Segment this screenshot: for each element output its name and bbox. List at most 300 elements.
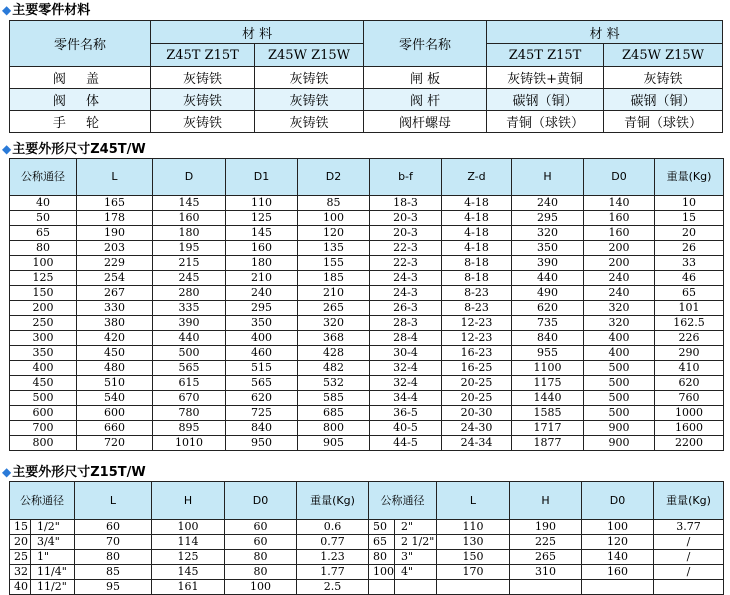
z15-header-cell: L [437,482,510,520]
z45-row [10,346,724,361]
z45-cell: 215 [153,256,226,271]
z45-cell: 50 [10,211,77,226]
section-title-z15: ◆主要外形尺寸Z15T/W [2,465,146,480]
z45-cell: 12-23 [442,331,512,346]
z45-cell: 390 [512,256,584,271]
z45-cell: 900 [584,436,655,451]
z45-cell: 500 [10,391,77,406]
z45-header-row [10,159,724,196]
z45-cell: 895 [153,421,226,436]
z45-cell: 245 [153,271,226,286]
z15-cell: 0.6 [297,520,369,535]
z45-header-cell: D [153,159,226,196]
z45-cell: 350 [512,241,584,256]
z45-cell: 440 [153,331,226,346]
z45-row [10,361,724,376]
z45-cell: 540 [77,391,153,406]
z15-cell: 114 [152,535,225,550]
z45-cell: 420 [77,331,153,346]
z45-cell: 615 [153,376,226,391]
z45-cell: 110 [226,196,298,211]
z45-cell: 24-3 [370,271,442,286]
z45-header-cell: L [77,159,153,196]
z45-cell: 300 [10,331,77,346]
z45-row [10,301,724,316]
z45-cell: 320 [298,316,370,331]
z45-cell: 150 [10,286,77,301]
z45-cell: 8-18 [442,271,512,286]
z45-cell: 450 [77,346,153,361]
z45-cell: 440 [512,271,584,286]
parts-cell-l-a: 灰铸铁 [151,111,255,133]
z15-cell: 0.77 [297,535,369,550]
z15-cell: 32 [10,565,31,580]
z15-header-cell: H [510,482,582,520]
z45-cell: 955 [512,346,584,361]
z45-cell: 34-4 [370,391,442,406]
z45-cell: 295 [512,211,584,226]
z45-cell: 280 [153,286,226,301]
z45-cell: 40 [10,196,77,211]
z45-cell: 1717 [512,421,584,436]
parts-cell-l-b: 灰铸铁 [255,89,364,111]
z15-cell [510,580,582,595]
z15-cell: 20 [10,535,31,550]
z45-cell: 226 [655,331,724,346]
z15-cell: / [654,550,724,565]
z45-cell: 4-18 [442,226,512,241]
z45-cell: 4-18 [442,241,512,256]
z15-header-cell: 公称通径 [10,482,75,520]
z45-cell: 1585 [512,406,584,421]
z45-cell: 240 [584,271,655,286]
z45-cell: 203 [77,241,153,256]
z45-cell: 2200 [655,436,724,451]
z45-cell: 240 [226,286,298,301]
section-title-z45: ◆主要外形尺寸Z45T/W [2,142,146,157]
z15-cell: 85 [75,565,152,580]
z15-cell: 120 [582,535,654,550]
z45-cell: 500 [584,376,655,391]
z45-cell: 180 [153,226,226,241]
z45-cell: 28-3 [370,316,442,331]
z45-header-cell: D0 [584,159,655,196]
z45-row [10,241,724,256]
z45-row [10,406,724,421]
z45-cell: 4-18 [442,196,512,211]
z45-cell: 120 [298,226,370,241]
z45-cell: 685 [298,406,370,421]
z15-header-cell: H [152,482,225,520]
z45-cell: 160 [584,226,655,241]
z45-cell: 600 [77,406,153,421]
z45-cell: 600 [10,406,77,421]
z45-header-cell: 公称通径 [10,159,77,196]
z45-header-cell: Z-d [442,159,512,196]
z45-cell: 8-23 [442,286,512,301]
z45-cell: 26-3 [370,301,442,316]
z15-cell: 80 [225,565,297,580]
z45-cell: 32-4 [370,361,442,376]
z45-cell: 500 [153,346,226,361]
parts-row [10,89,723,111]
z15-row [10,520,724,535]
z45-cell: 30-4 [370,346,442,361]
z45-cell: 200 [584,256,655,271]
z45-cell: 482 [298,361,370,376]
z45-cell: 85 [298,196,370,211]
z45-cell: 180 [226,256,298,271]
z15-cell: 3" [395,550,437,565]
parts-cell-l-name: 阀 盖 [10,67,151,89]
parts-cell-l-name: 阀 体 [10,89,151,111]
z45-cell: 500 [584,406,655,421]
z45-row [10,391,724,406]
diamond-bullet-icon: ◆ [2,465,12,479]
z45-cell: 1440 [512,391,584,406]
z45-cell: 720 [77,436,153,451]
part-name-header: 零件名称 [364,21,487,67]
z45-cell: 185 [298,271,370,286]
z15-cell: 65 [369,535,395,550]
z15-cell: 140 [582,550,654,565]
z15-row [10,535,724,550]
z45-cell: 16-23 [442,346,512,361]
z45-cell: 100 [298,211,370,226]
material-header: 材 料 [151,21,364,44]
z15-cell: 310 [510,565,582,580]
z45-cell: 380 [77,316,153,331]
z45-cell: 33 [655,256,724,271]
parts-cell-r-name: 阀杆螺母 [364,111,487,133]
z15-cell: 130 [437,535,510,550]
z45-cell: 22-3 [370,256,442,271]
z45-cell: 500 [584,391,655,406]
z45-cell: 390 [153,316,226,331]
z45-cell: 1100 [512,361,584,376]
z45-header-cell: D2 [298,159,370,196]
z45-cell: 400 [584,346,655,361]
parts-cell-l-b: 灰铸铁 [255,67,364,89]
z15-cell: 60 [225,520,297,535]
parts-cell-l-name: 手 轮 [10,111,151,133]
z45-cell: 480 [77,361,153,376]
z45-cell: 15 [655,211,724,226]
z15-cell [395,580,437,595]
z15-cell: 1.23 [297,550,369,565]
z45-cell: 1877 [512,436,584,451]
z15-cell: 170 [437,565,510,580]
z15-cell: 3.77 [654,520,724,535]
z45-cell: 24-3 [370,286,442,301]
z45-cell: 840 [512,331,584,346]
z45-cell: 165 [77,196,153,211]
z15-header-cell: 重量(Kg) [297,482,369,520]
parts-cell-r-a: 青铜（球铁） [487,111,604,133]
z15-cell: 11/4" [31,565,75,580]
z45-cell: 240 [584,286,655,301]
z15-header-row [10,482,724,520]
parts-cell-l-b: 灰铸铁 [255,111,364,133]
z45-cell: 1000 [655,406,724,421]
z15-cell: 25 [10,550,31,565]
z45-cell: 670 [153,391,226,406]
z45-cell: 265 [298,301,370,316]
z45-cell: 135 [298,241,370,256]
z15-header-cell: L [75,482,152,520]
z15-cell: 80 [225,550,297,565]
z45-cell: 26 [655,241,724,256]
z45-cell: 16-25 [442,361,512,376]
parts-row [10,111,723,133]
z45-cell: 65 [10,226,77,241]
z15-cell: 160 [582,565,654,580]
z45-cell: 190 [77,226,153,241]
z45-cell: 950 [226,436,298,451]
z45-cell: 500 [584,361,655,376]
z45-cell: 410 [655,361,724,376]
z15-cell [369,580,395,595]
z15-row [10,550,724,565]
z45-cell: 24-30 [442,421,512,436]
z15-dimension-table [9,481,724,595]
z45-row [10,226,724,241]
z45-cell: 200 [10,301,77,316]
z45-cell: 8-23 [442,301,512,316]
z45-cell: 585 [298,391,370,406]
z15-cell: 145 [152,565,225,580]
z45-cell: 65 [655,286,724,301]
z45-cell: 267 [77,286,153,301]
z45-cell: 178 [77,211,153,226]
z45-cell: 20-3 [370,211,442,226]
z45-cell: 210 [298,286,370,301]
parts-cell-r-name: 阀 杆 [364,89,487,111]
z15-cell: 190 [510,520,582,535]
z15-cell: 80 [369,550,395,565]
z45-cell: 40-5 [370,421,442,436]
parts-cell-r-b: 灰铸铁 [604,67,723,89]
z45-cell: 20-25 [442,391,512,406]
z45-cell: 330 [77,301,153,316]
z45-cell: 905 [298,436,370,451]
z45-cell: 20 [655,226,724,241]
z45-cell: 28-4 [370,331,442,346]
z45-row [10,316,724,331]
z45-cell: 46 [655,271,724,286]
z15-cell: 60 [75,520,152,535]
z45-cell: 254 [77,271,153,286]
z15-cell: 1/2" [31,520,75,535]
parts-row [10,67,723,89]
z45-cell: 620 [226,391,298,406]
z45-cell: 800 [298,421,370,436]
z45-row [10,211,724,226]
z15-cell: 80 [75,550,152,565]
z45-cell: 320 [512,226,584,241]
z15-cell: / [654,535,724,550]
z15-cell: 2 1/2" [395,535,437,550]
z15-cell: 4" [395,565,437,580]
z15-cell: 1.77 [297,565,369,580]
part-name-header: 零件名称 [10,21,151,67]
z45-header-cell: 重量(Kg) [655,159,724,196]
z15-cell [582,580,654,595]
z45-cell: 460 [226,346,298,361]
z45-cell: 565 [153,361,226,376]
material-col-b: Z45W Z15W [255,44,364,67]
z45-dimension-table [9,158,724,451]
z15-cell: 50 [369,520,395,535]
z45-cell: 725 [226,406,298,421]
z45-cell: 160 [153,211,226,226]
z15-cell: 70 [75,535,152,550]
z45-cell: 565 [226,376,298,391]
z45-cell: 155 [298,256,370,271]
z15-cell [437,580,510,595]
z15-cell: 150 [437,550,510,565]
parts-cell-r-a: 碳钢（铜） [487,89,604,111]
z45-cell: 800 [10,436,77,451]
z15-cell: 110 [437,520,510,535]
z15-row [10,580,724,595]
z45-header-cell: D1 [226,159,298,196]
z45-cell: 195 [153,241,226,256]
z45-cell: 229 [77,256,153,271]
z45-cell: 8-18 [442,256,512,271]
z45-cell: 532 [298,376,370,391]
z45-cell: 22-3 [370,241,442,256]
z45-cell: 510 [77,376,153,391]
z15-header-cell: D0 [582,482,654,520]
z45-cell: 840 [226,421,298,436]
z45-row [10,376,724,391]
z45-cell: 100 [10,256,77,271]
z45-cell: 160 [226,241,298,256]
z45-cell: 1600 [655,421,724,436]
z45-cell: 160 [584,211,655,226]
z45-header-cell: H [512,159,584,196]
z45-cell: 620 [512,301,584,316]
z45-row [10,256,724,271]
z45-cell: 125 [10,271,77,286]
z45-cell: 320 [584,316,655,331]
z45-cell: 660 [77,421,153,436]
z15-cell: 60 [225,535,297,550]
z45-cell: 145 [226,226,298,241]
z45-cell: 20-25 [442,376,512,391]
z15-cell: 100 [225,580,297,595]
z45-cell: 290 [655,346,724,361]
z15-cell: 11/2" [31,580,75,595]
material-col-b: Z45W Z15W [604,44,723,67]
z15-cell: 40 [10,580,31,595]
z15-cell: / [654,565,724,580]
z15-header-cell: 重量(Kg) [654,482,724,520]
z15-header-cell: 公称通径 [369,482,437,520]
parts-cell-l-a: 灰铸铁 [151,89,255,111]
z15-cell: 161 [152,580,225,595]
z45-cell: 620 [655,376,724,391]
z15-cell: 95 [75,580,152,595]
z15-cell: 1" [31,550,75,565]
z45-cell: 1010 [153,436,226,451]
material-col-a: Z45T Z15T [487,44,604,67]
z15-cell: 2.5 [297,580,369,595]
z45-cell: 400 [584,331,655,346]
z45-cell: 240 [512,196,584,211]
z45-cell: 320 [584,301,655,316]
material-header: 材 料 [487,21,723,44]
z45-cell: 700 [10,421,77,436]
z45-cell: 368 [298,331,370,346]
z45-cell: 210 [226,271,298,286]
parts-cell-r-name: 闸 板 [364,67,487,89]
z45-cell: 80 [10,241,77,256]
z15-row [10,565,724,580]
z45-cell: 760 [655,391,724,406]
z15-cell: 265 [510,550,582,565]
z45-cell: 44-5 [370,436,442,451]
z45-row [10,421,724,436]
z45-cell: 200 [584,241,655,256]
material-col-a: Z45T Z15T [151,44,255,67]
z45-row [10,331,724,346]
z45-cell: 515 [226,361,298,376]
z15-cell [654,580,724,595]
z45-cell: 20-30 [442,406,512,421]
z45-cell: 450 [10,376,77,391]
z45-cell: 295 [226,301,298,316]
z45-cell: 350 [10,346,77,361]
z15-header-cell: D0 [225,482,297,520]
z45-row [10,271,724,286]
z45-cell: 18-3 [370,196,442,211]
z45-cell: 400 [10,361,77,376]
z15-cell: 100 [369,565,395,580]
z45-cell: 350 [226,316,298,331]
z45-cell: 1175 [512,376,584,391]
z45-cell: 428 [298,346,370,361]
z45-cell: 162.5 [655,316,724,331]
z45-cell: 125 [226,211,298,226]
z45-cell: 735 [512,316,584,331]
section-title-parts: ◆主要零件材料 [2,3,91,18]
z45-cell: 12-23 [442,316,512,331]
z45-cell: 335 [153,301,226,316]
parts-cell-r-b: 青铜（球铁） [604,111,723,133]
z45-row [10,286,724,301]
z45-cell: 4-18 [442,211,512,226]
z15-cell: 225 [510,535,582,550]
parts-material-table [9,20,723,133]
z45-cell: 36-5 [370,406,442,421]
z45-row [10,196,724,211]
z45-cell: 20-3 [370,226,442,241]
z15-cell: 100 [582,520,654,535]
z45-cell: 145 [153,196,226,211]
parts-cell-r-a: 灰铸铁+黄铜 [487,67,604,89]
z45-cell: 490 [512,286,584,301]
z15-cell: 100 [152,520,225,535]
z15-cell: 2" [395,520,437,535]
z45-cell: 900 [584,421,655,436]
diamond-bullet-icon: ◆ [2,3,12,17]
z15-cell: 3/4" [31,535,75,550]
diamond-bullet-icon: ◆ [2,142,12,156]
parts-cell-l-a: 灰铸铁 [151,67,255,89]
z45-cell: 24-34 [442,436,512,451]
